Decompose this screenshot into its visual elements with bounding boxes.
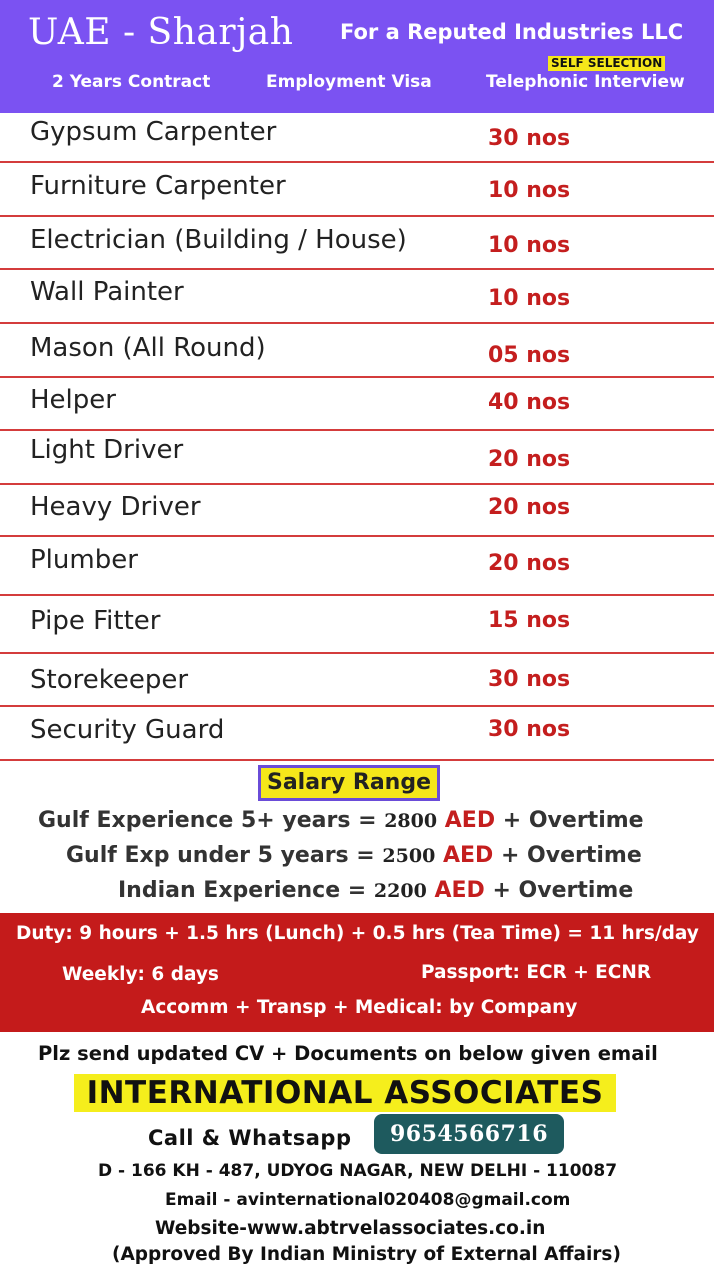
job-title: Security Guard	[30, 715, 225, 745]
job-count: 40 nos	[488, 390, 571, 415]
weekly-days: Weekly: 6 days	[62, 964, 219, 985]
benefits-text: Accomm + Transp + Medical: by Company	[141, 997, 578, 1018]
salary-amount: 2500	[382, 845, 436, 867]
salary-row	[38, 808, 644, 833]
agency-address: D - 166 KH - 487, UDYOG NAGAR, NEW DELHI - 110087	[98, 1161, 618, 1181]
salary-section	[0, 757, 714, 913]
salary-currency: AED	[442, 843, 494, 868]
job-row	[0, 707, 714, 761]
job-count: 15 nos	[488, 608, 571, 633]
salary-currency: AED	[444, 808, 496, 833]
cv-instruction: Plz send updated CV + Documents on below given email	[38, 1042, 658, 1065]
job-row	[0, 113, 714, 163]
header-banner	[0, 0, 714, 113]
job-count: 20 nos	[488, 495, 571, 520]
duty-hours: Duty: 9 hours + 1.5 hrs (Lunch) + 0.5 hrs (Tea Time) = 11 hrs/day	[16, 923, 699, 944]
salary-label: Indian Experience =	[118, 878, 367, 903]
job-title: Furniture Carpenter	[30, 171, 286, 201]
phone-number[interactable]: 9654566716	[374, 1114, 564, 1154]
salary-extra: + Overtime	[492, 878, 634, 903]
salary-currency: AED	[434, 878, 485, 903]
job-title: Pipe Fitter	[30, 606, 161, 636]
self-selection-badge: SELF SELECTION	[548, 56, 665, 71]
location-title: UAE - Sharjah	[28, 12, 294, 53]
job-title: Storekeeper	[30, 665, 189, 695]
job-title: Wall Painter	[30, 277, 184, 307]
salary-row	[118, 878, 633, 903]
contract-text: 2 Years Contract	[52, 72, 211, 92]
duty-banner	[0, 913, 714, 1032]
job-title: Plumber	[30, 545, 138, 575]
job-title: Gypsum Carpenter	[30, 117, 277, 147]
visa-text: Employment Visa	[266, 72, 432, 92]
job-row	[0, 596, 714, 654]
interview-text: Telephonic Interview	[486, 72, 685, 92]
job-count: 30 nos	[488, 717, 571, 742]
job-count: 20 nos	[488, 551, 571, 576]
job-title: Heavy Driver	[30, 492, 201, 522]
job-row	[0, 431, 714, 485]
salary-label: Gulf Experience 5+ years =	[38, 808, 377, 833]
job-title: Mason (All Round)	[30, 333, 266, 363]
job-list	[0, 113, 714, 761]
job-row	[0, 324, 714, 378]
agency-email[interactable]: Email - avinternational020408@gmail.com	[165, 1190, 571, 1210]
salary-heading: Salary Range	[258, 765, 440, 801]
job-row	[0, 270, 714, 324]
job-count: 30 nos	[488, 667, 571, 692]
salary-amount: 2800	[384, 810, 438, 832]
company-line: For a Reputed Industries LLC	[340, 20, 684, 44]
salary-extra: + Overtime	[500, 843, 642, 868]
job-row	[0, 163, 714, 217]
salary-extra: + Overtime	[502, 808, 644, 833]
salary-label: Gulf Exp under 5 years =	[66, 843, 375, 868]
job-count: 20 nos	[488, 447, 571, 472]
job-title: Helper	[30, 385, 116, 415]
call-whatsapp-label: Call & Whatsapp	[148, 1126, 352, 1150]
job-count: 30 nos	[488, 126, 571, 151]
approval-note: (Approved By Indian Ministry of External Affairs)	[112, 1244, 621, 1265]
job-row	[0, 217, 714, 270]
job-title: Electrician (Building / House)	[30, 225, 407, 255]
job-count: 10 nos	[488, 286, 571, 311]
agency-name: INTERNATIONAL ASSOCIATES	[74, 1074, 616, 1112]
job-row	[0, 537, 714, 596]
salary-amount: 2200	[373, 880, 427, 902]
job-count: 10 nos	[488, 233, 571, 258]
agency-website[interactable]: Website-www.abtrvelassociates.co.in	[155, 1218, 546, 1239]
footer-section	[0, 1032, 714, 1280]
job-row	[0, 654, 714, 707]
job-row	[0, 485, 714, 537]
job-count: 05 nos	[488, 343, 571, 368]
job-count: 10 nos	[488, 178, 571, 203]
job-row	[0, 378, 714, 431]
job-title: Light Driver	[30, 435, 184, 465]
passport-type: Passport: ECR + ECNR	[421, 962, 652, 983]
salary-row	[66, 843, 642, 868]
